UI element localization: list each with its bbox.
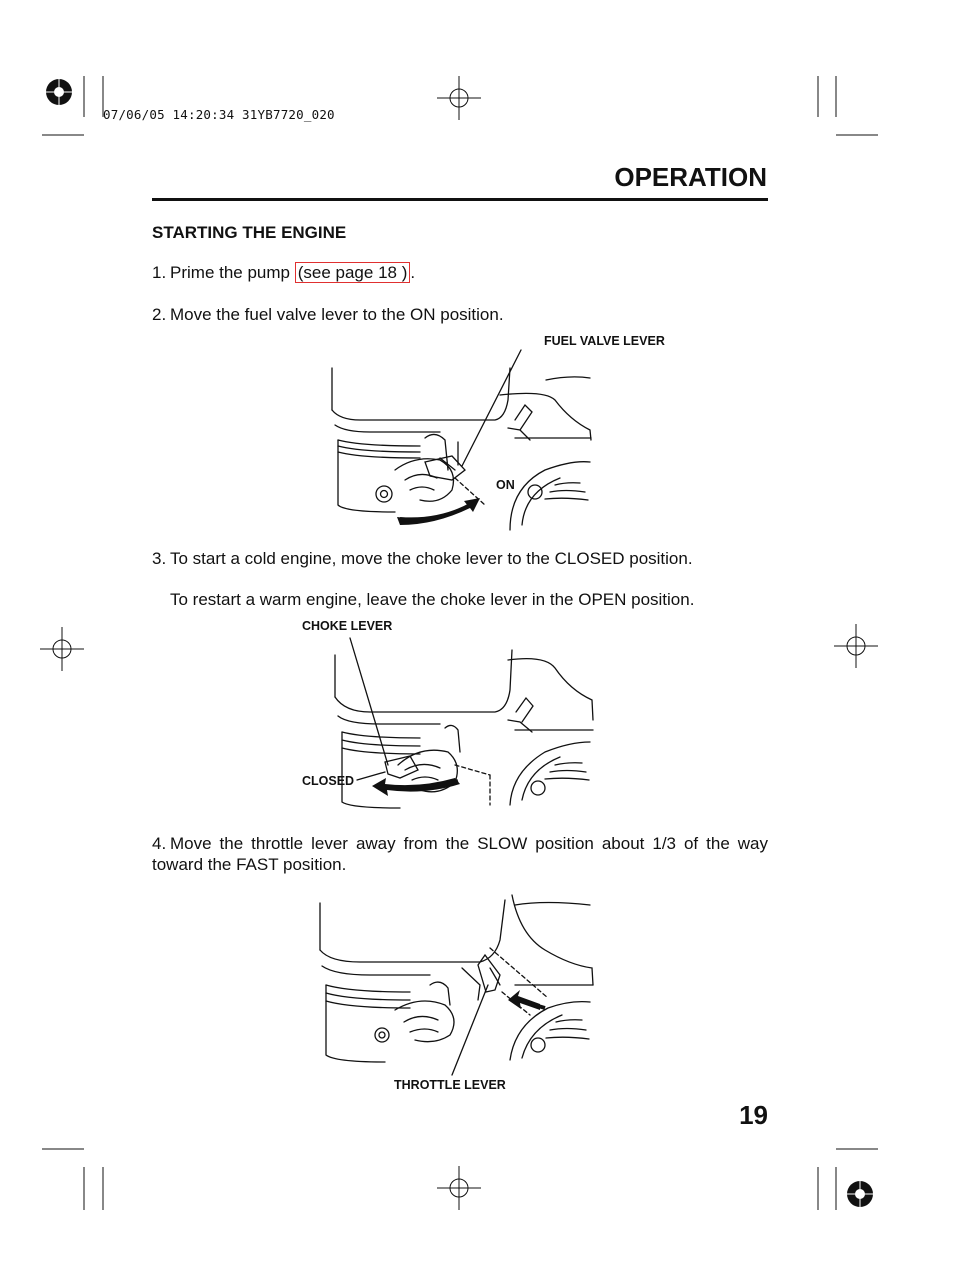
subheading: STARTING THE ENGINE <box>152 223 347 242</box>
closed-position-label: CLOSED <box>302 774 355 788</box>
step-suffix: . <box>410 263 416 282</box>
throttle-lever-label: THROTTLE LEVER <box>394 1078 506 1092</box>
step-3-note: To restart a warm engine, leave the choke lever in the OPEN position. <box>170 590 695 609</box>
step-text: Move the throttle lever away from the SLOW position about 1/3 of the way toward the FAST position. <box>152 834 768 874</box>
step-text: Prime the pump <box>170 263 295 282</box>
step-number: 3. <box>152 549 167 568</box>
step-number: 2. <box>152 305 167 324</box>
fuel-valve-lever-label: FUEL VALVE LEVER <box>544 334 665 348</box>
step-text: Move the fuel valve lever to the ON position. <box>170 305 504 324</box>
print-timestamp: 07/06/05 14:20:34 31YB7720_020 <box>103 107 335 122</box>
page-number: 19 <box>739 1100 768 1130</box>
see-page-link[interactable]: (see page 18 ) <box>295 262 411 283</box>
section-title: OPERATION <box>614 162 767 192</box>
step-number: 1. <box>152 263 167 282</box>
step-number: 4. <box>152 834 167 853</box>
on-position-label: ON <box>496 478 515 492</box>
choke-lever-label: CHOKE LEVER <box>302 619 393 633</box>
step-text: To start a cold engine, move the choke lever to the CLOSED position. <box>170 549 693 568</box>
